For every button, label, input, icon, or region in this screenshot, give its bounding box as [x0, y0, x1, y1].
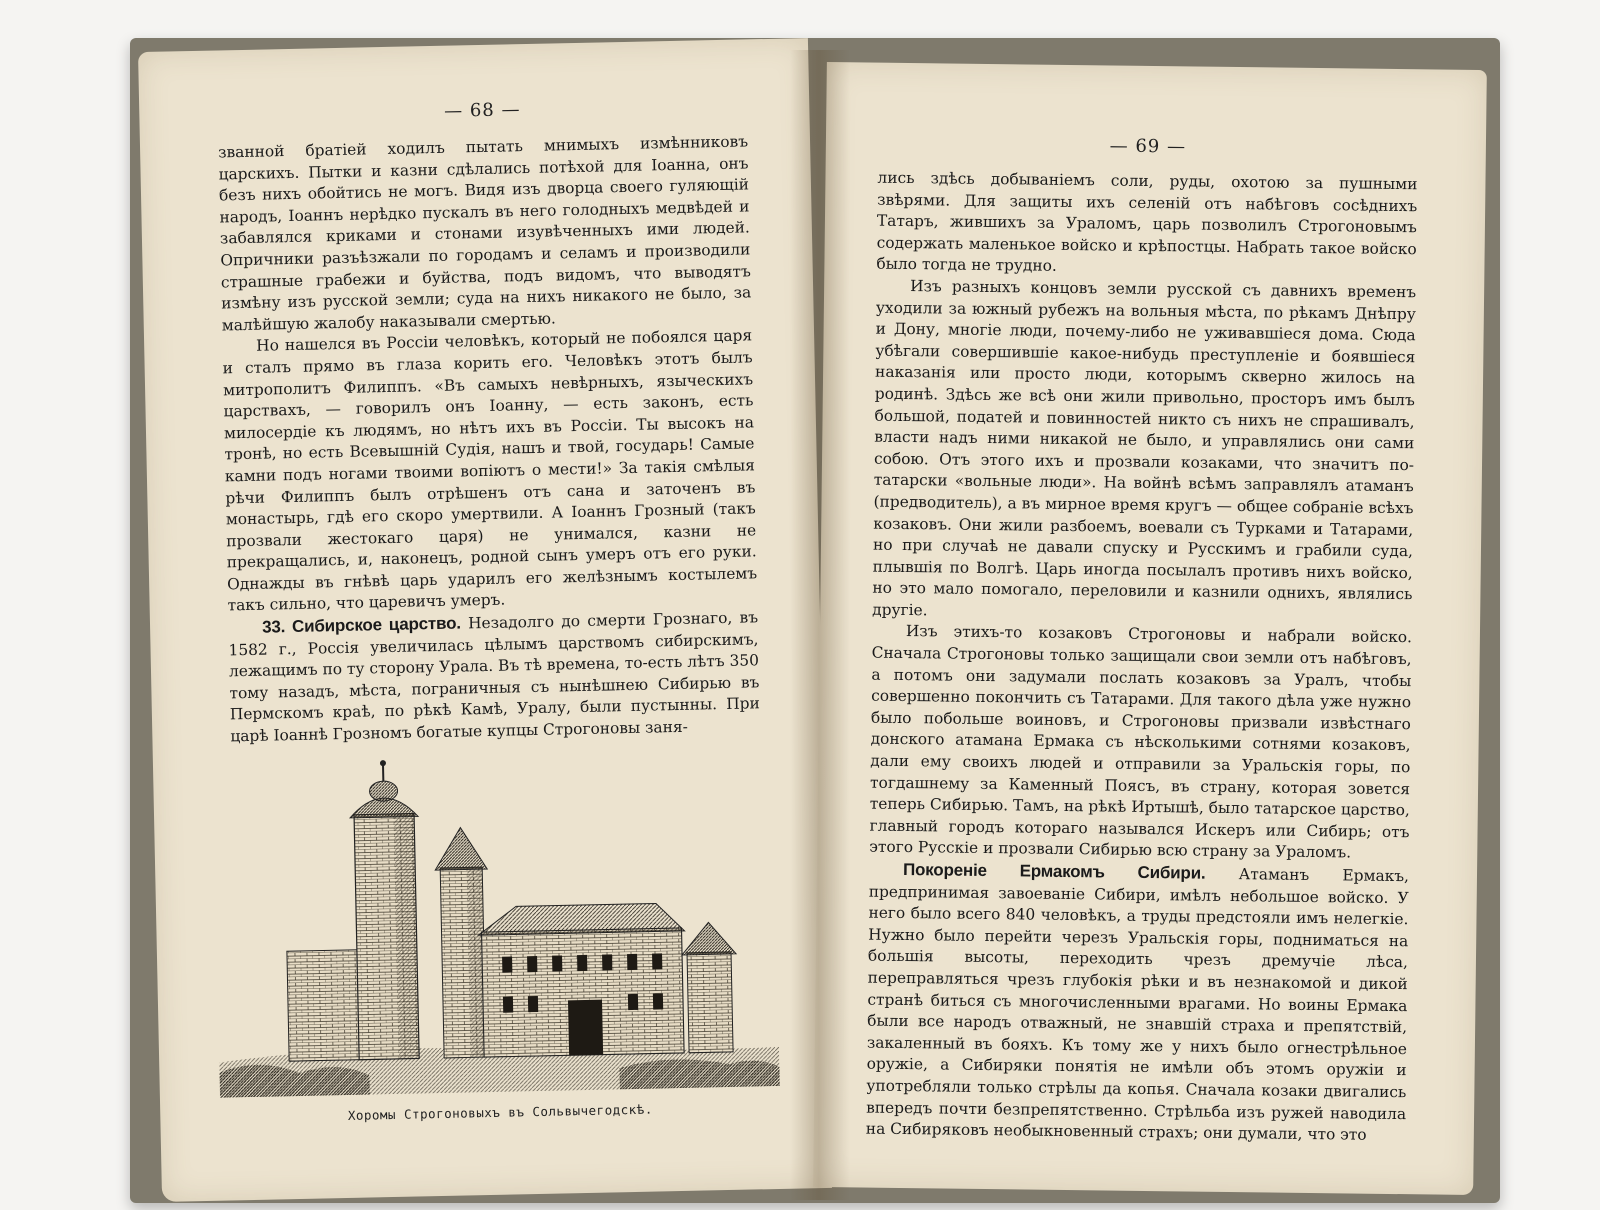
section-text: Незадолго до смерти Грознаго, въ 1582 г., Россiя увеличилась цѣлымъ царствомъ сибирскимъ, лежащимъ по ту сторону Урала. Въ тѣ времена, то-есть лѣтъ 350 тому назадъ, мѣста, пограничныя съ нынѣшнею Сибирью въ Пермскомъ краѣ, по рѣкѣ Камѣ, Уралу, были пустынны. При царѣ Iоаннѣ Грозномъ богатые купцы Строгоновы заня-: [228, 608, 761, 746]
paragraph: Изъ разныхъ концовъ земли русской съ давнихъ временъ уходили за южный рубежъ на вольныя мѣста, по рѣкамъ Днѣпру и Дону, многiе люди, почему-либо не уживавшiеся дома. Сюда убѣгали совершившiе какое-нибудь преступленiе и боявшiеся наказанiя или просто люди, которымъ скверно жилось на родинѣ. Здѣсь же всѣ они жили привольно, просторъ имъ былъ большой, податей и повинностей никто съ нихъ не спрашивалъ, власти надъ ними никакой не было, и управлялись они сами собою. Отъ этого ихъ и прозвали козаками, что значитъ по-татарски «вольные люди». На войнѣ всѣмъ заправлялъ атаманъ (предводитель), а въ мирное время кругъ — общее собранiе всѣхъ козаковъ. Они жили разбоемъ, воевали съ Турками и Татарами, но при случаѣ не давали спуску и Русскимъ и грабили суда, плывшiя по Волгѣ. Царь иногда посылалъ противъ нихъ войско, но это мало помогало, переловили и казнили однихъ, являлись другiе.: [872, 277, 1417, 620]
engraving-image: [213, 751, 780, 1103]
paragraph: званной братiей ходилъ пытать мнимыхъ измѣнниковъ царскихъ. Пытки и казни сдѣлались потѣхой для Iоанна, онъ безъ нихъ обойтись не могъ. Видя изъ дворца своего гуляющiй народъ, Iоаннъ нерѣдко пускалъ въ него голодныхъ медвѣдей и забавлялся криками и стонами изувѣченныхъ ими людей. Опричники разъѣзжали по городамъ и селамъ и производили страшные грабежи и буйства, подъ видомъ, что выводятъ измѣну изъ русской земли; суда на нихъ никакого не было, за малѣйшую жалобу наказывали смертью.: [217, 132, 752, 335]
section-paragraph: [228, 606, 761, 748]
right-page: [813, 62, 1487, 1195]
section-paragraph: [866, 859, 1409, 1147]
page-number-69: — 69 —: [1109, 135, 1187, 158]
page-number-68: — 68 —: [443, 99, 521, 122]
section-heading-siberian-kingdom: 33. Сибирское царство.: [261, 613, 461, 637]
illustration-stroganov-mansion: [213, 751, 780, 1126]
paragraph: Но нашелся въ Россiи человѣкъ, который не побоялся царя и сталъ прямо въ глаза корить его. Человѣкъ этотъ былъ митрополитъ Филиппъ. «Въ самыхъ невѣрныхъ, языческихъ царствахъ, — говорилъ онъ Iоанну, — есть законъ, есть милосердiе къ людямъ, но нѣтъ ихъ въ Россiи. Ты высокъ на тронѣ, но есть Всевышнiй Судiя, нашъ и твой, государь! Самые камни подъ ногами твоими вопiютъ о мести!» За такiя смѣлыя рѣчи Филиппъ былъ отрѣшенъ отъ сана и заточенъ въ монастырь, гдѣ его скоро умертвили. А Iоаннъ Грозный (такъ прозвали жестокаго царя) не унимался, казни не прекращались, и, наконецъ, родной сынъ умеръ отъ его руки. Однажды въ гнѣвѣ царь ударилъ его желѣзнымъ костылемъ такъ сильно, что царевичъ умеръ.: [222, 326, 758, 615]
left-page-text: [218, 131, 761, 748]
paragraph: лись здѣсь добыванiемъ соли, руды, охотою за пушными звѣрями. Для защиты ихъ селенiй отъ набѣговъ сосѣднихъ Татаръ, жившихъ за Ураломъ, царь позволилъ Строгоновымъ содержать маленькое войско и крѣпостцы. Набрать такое войско было тогда не трудно.: [876, 168, 1418, 276]
paragraph: Изъ этихъ-то козаковъ Строгоновы и набрали войско. Сначала Строгоновы только защищали свои земли отъ набѣговъ, а потомъ они задумали послать козаковъ за Уралъ, чтобы совершенно покончить съ Татарами. Для такого дѣла уже нужно было побольше воиновъ, и Строгоновы призвали извѣстнаго донского атамана Ермака съ нѣсколькими сотнями козаковъ, дали ему своихъ людей и отправили за Уральскiя горы, по тогдашнему за Каменный Поясъ, въ страну, которая зовется теперь Сибирью. Тамъ, на рѣкѣ Иртышѣ, было татарское царство, главный городъ котораго назывался Искеръ или Сибирь; отъ этого Русскiе и прозвали Сибирью всю страну за Ураломъ.: [869, 622, 1413, 862]
left-page: [138, 38, 832, 1202]
illustration-caption: Хоромы Строгоновыхъ въ Сольвычегодскѣ.: [347, 1101, 653, 1123]
section-heading-yermak-conquest: Покоренiе Ермакомъ Сибири.: [902, 860, 1206, 883]
right-page-text: [866, 168, 1418, 1147]
section-text: Атаманъ Ермакъ, предпринимая завоеванiе Сибири, имѣлъ небольшое войско. У него было всего 840 человѣкъ, а труды предстояли имъ нелегкiе. Нужно было перейти черезъ Уральскiя горы, подниматься на большiя высоты, переходить чрезъ дремучiе лѣса, переправляться чрезъ глубокiя рѣки и въ незнакомой и дикой странѣ биться съ многочисленными врагами. Но воины Ермака были все народъ отважный, не знавшiй страха и препятствiй, закаленный въ бояхъ. Къ тому же у нихъ было огнестрѣльное оружiе, а Сибиряки понятiя не имѣли объ этомъ оружiи и употребляли только стрѣлы да копья. Сначала козаки двигались впередъ почти безпрепятственно. Стрѣльба изъ ружей наводила на Сибиряковъ необыкновенный страхъ; они думали, что это: [865, 864, 1410, 1144]
